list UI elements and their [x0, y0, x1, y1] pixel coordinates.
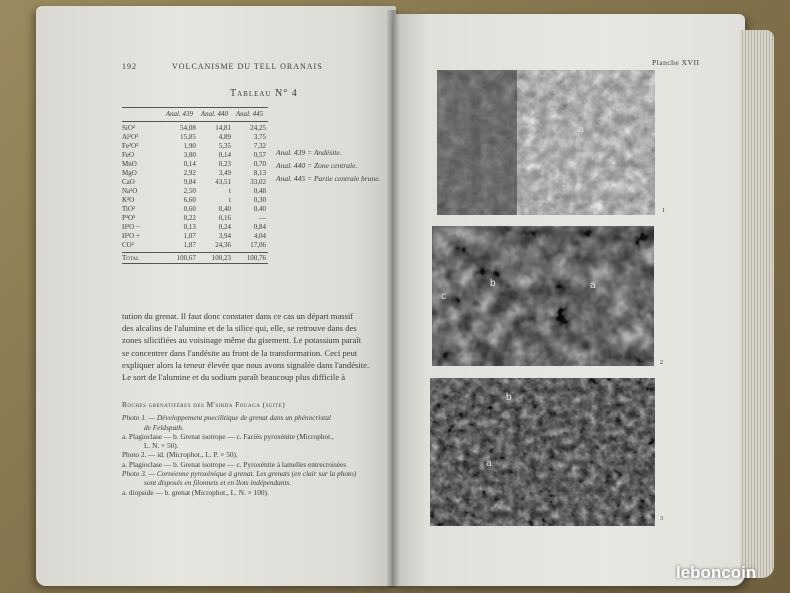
photo-number: 1	[662, 208, 665, 214]
table-cell: 14,81	[215, 124, 231, 132]
page-edges	[740, 30, 774, 578]
caption-line: Photo 2. — id. (Microphot., L. P. × 50).	[122, 450, 238, 460]
caption-line: sont disposés en filonnets et en îlots indépendants.	[144, 478, 292, 488]
table-cell: 0,14	[218, 151, 231, 159]
table-cell: 0,16	[218, 214, 231, 222]
table-cell: 0,22	[183, 214, 196, 222]
table-cell: 0,30	[253, 196, 267, 204]
table-row	[122, 178, 268, 187]
micrograph-photo-1	[437, 70, 655, 215]
total-label: Total	[122, 254, 140, 262]
table-cell: 3,49	[218, 169, 231, 177]
row-label: Fe²O³	[122, 142, 139, 150]
caption-line: de Feldspath.	[144, 422, 184, 432]
table-cell: 0,57	[253, 151, 267, 159]
page-number: 192	[122, 62, 137, 71]
legend-item: Anal. 440 = Zone centrale.	[276, 161, 358, 170]
table-cell: 0,23	[218, 160, 231, 168]
table-row	[122, 241, 268, 250]
photo-captions	[122, 400, 392, 497]
table-cell: 24,25	[250, 124, 267, 132]
table-cell: 0,48	[253, 187, 267, 195]
caption-line: a. diopside — b. grenat (Microphot., L. N. × 100).	[122, 487, 269, 497]
analysis-table	[122, 107, 268, 264]
table-cell: 0,13	[183, 223, 196, 231]
table-row	[122, 223, 268, 232]
table-cell: 0,84	[253, 223, 267, 231]
table-cell: 43,51	[215, 178, 231, 186]
table-header-row	[122, 108, 268, 121]
table-cell: 0,40	[218, 205, 231, 213]
column-header: Anal. 440	[200, 110, 229, 118]
table-cell: 54,08	[180, 124, 196, 132]
row-label: CO²	[122, 241, 134, 249]
table-cell: 17,06	[250, 241, 267, 249]
photo-label: a	[590, 280, 596, 291]
table-cell: 6,60	[183, 196, 196, 204]
caption-line: Photo 1. — Développement poecilitique de grenat dans un phénocristal	[122, 413, 331, 423]
row-label: P²O⁵	[122, 214, 136, 222]
row-label: K²O	[122, 196, 135, 204]
table-row	[122, 169, 268, 178]
table-cell: 3,80	[183, 151, 196, 159]
running-head: VOLCANISME DU TELL ORANAIS	[172, 62, 323, 71]
row-label: Na²O	[122, 187, 138, 195]
left-page	[36, 6, 396, 586]
row-label: H²O −	[122, 223, 140, 231]
row-label: CaO	[122, 178, 135, 186]
paragraph-line: des alcalins de l'alumine et de la silice qui, elle, se retrouve dans des	[122, 323, 357, 334]
table-cell: 5,35	[218, 142, 231, 150]
table-cell: 24,36	[215, 241, 231, 249]
body-paragraph	[122, 310, 390, 383]
photo-label: a	[578, 124, 584, 135]
photo-label: c	[441, 291, 446, 302]
table-cell: 2,50	[183, 187, 196, 195]
book-spine-shadow	[386, 10, 400, 588]
column-header: Anal. 445	[235, 110, 264, 118]
paragraph-line: zones silicifiées au voisinage même du gisement. Le potassium paraît	[122, 335, 362, 346]
table-cell: 1,90	[183, 142, 196, 150]
table-row	[122, 232, 268, 241]
row-label: SiO²	[122, 124, 135, 132]
micrograph-photo-3	[430, 378, 655, 526]
table-cell: t	[229, 196, 231, 204]
table-row	[122, 160, 268, 169]
caption-line: a. Plagioclase — b. Grenat isotrope — c. Pyroxénite à lamelles entrecroisées	[122, 459, 347, 469]
total-cell: 100,23	[211, 254, 231, 262]
paragraph-line: expliquer alors la teneur élevée que nous avons signalée dans l'andésite.	[122, 359, 370, 370]
photo-number: 2	[660, 360, 663, 366]
table-cell: 0,24	[218, 223, 231, 231]
table-row	[122, 214, 268, 223]
table-cell: 33,02	[250, 178, 267, 186]
table-cell: 8,13	[253, 169, 267, 177]
row-label: Al²O³	[122, 133, 139, 141]
table-total-row	[122, 252, 268, 263]
table-title: Tableau N° 4	[230, 88, 298, 99]
micrograph-photo-2	[432, 226, 654, 366]
table-row	[122, 124, 268, 133]
table-cell: 0,60	[183, 205, 196, 213]
table-cell: 1,87	[183, 241, 196, 249]
row-label: TiO²	[122, 205, 136, 213]
plate-title: Planche XVII	[652, 58, 700, 67]
row-label: FeO	[122, 151, 135, 159]
legend-item: Anal. 445 = Partie centrale brune.	[276, 174, 381, 183]
caption-title: Roches grenatifères des M'sirda Fouaga (suite)	[122, 400, 286, 409]
table-cell: 3,75	[253, 133, 267, 141]
table-row	[122, 133, 268, 142]
legend-item: Anal. 439 = Andésite.	[276, 148, 342, 157]
table-cell: t	[229, 187, 231, 195]
table-row	[122, 196, 268, 205]
table-cell: 0,40	[253, 205, 267, 213]
table-body	[122, 121, 268, 250]
table-cell: 7,32	[253, 142, 267, 150]
photo-label: b	[506, 392, 512, 403]
caption-line: L. N. × 50).	[144, 441, 179, 451]
table-cell: 3,94	[218, 232, 231, 240]
paragraph-line: se concentrer dans l'andésite au front de la transformation. Ceci peut	[122, 347, 358, 358]
caption-lines	[122, 413, 392, 497]
row-label: H²O +	[122, 232, 140, 240]
table-cell: 2,92	[183, 169, 196, 177]
caption-line: a. Plagioclase — b. Grenat isotrope — c. Faciès pyroxénite (Microphot.,	[122, 431, 334, 441]
table-cell: —	[259, 214, 267, 222]
table-cell: 4,04	[253, 232, 267, 240]
total-cell: 100,76	[246, 254, 267, 262]
paragraph-line: tution du grenat. Il faut donc constater dans ce cas un départ massif	[122, 311, 354, 321]
table-row	[122, 187, 268, 196]
paragraph-line: Le sort de l'alumine et du sodium paraît beaucoup plus difficile à	[122, 372, 346, 383]
table-row	[122, 151, 268, 160]
table-row	[122, 205, 268, 214]
table-cell: 1,07	[183, 232, 196, 240]
total-cell: 100,67	[176, 254, 196, 262]
table-cell: 4,89	[218, 133, 231, 141]
table-cell: 0,70	[253, 160, 267, 168]
table-row	[122, 142, 268, 151]
row-label: MgO	[122, 169, 137, 177]
table-cell: 9,84	[183, 178, 196, 186]
photo-label: b	[490, 278, 496, 289]
watermark-logo: leboncoin	[676, 563, 757, 582]
table-cell: 15,85	[180, 133, 196, 141]
column-header: Anal. 439	[165, 110, 193, 118]
row-label: MnO	[122, 160, 137, 168]
caption-line: Photo 3. — Cornéenne pyroxénique à grenat. Les grenats (en clair sur la photo)	[122, 469, 357, 479]
photo-number: 3	[660, 516, 663, 522]
table-cell: 0,14	[183, 160, 196, 168]
photo-label: a	[486, 458, 492, 469]
